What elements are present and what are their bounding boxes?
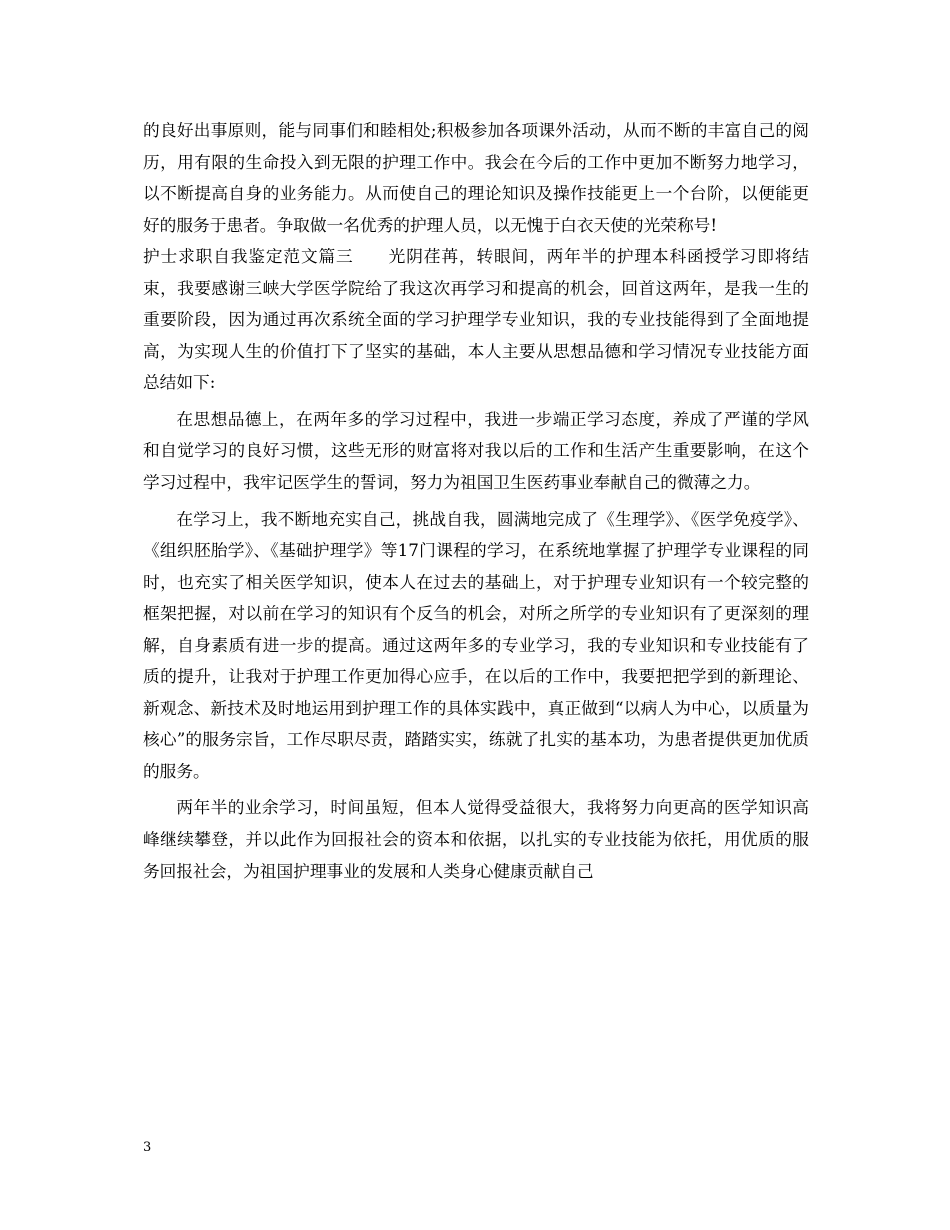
paragraph-continued-conclusion: 的良好出事原则，能与同事们和睦相处;积极参加各项课外活动，从而不断的丰富自己的阅历，用有限的生命投入到无限的护理工作中。我会在今后的工作中更加不断努力地学习，以不断提高自身的业务能力。从而使自己的理论知识及操作技能更上一个台阶，以便能更好的服务于患者。争取做一名优秀的护理人员，以无愧于白衣天使的光荣称号! bbox=[143, 120, 809, 235]
paragraph-essay-three-intro: 护士求职自我鉴定范文篇三 光阴荏苒，转眼间，两年半的护理本科函授学习即将结束，我要感谢三峡大学医学院给了我这次再学习和提高的机会，回首这两年，是我一生的重要阶段，因为通过再次系统全面的学习护理学专业知识，我的专业技能得到了全面地提高，为实现人生的价值打下了坚实的基础，本人主要从思想品德和学习情况专业技能方面总结如下: bbox=[143, 246, 809, 393]
document-body bbox=[143, 115, 809, 887]
paragraph-moral-character: 在思想品德上，在两年多的学习过程中，我进一步端正学习态度，养成了严谨的学风和自觉学习的良好习惯，这些无形的财富将对我以后的工作和生活产生重要影响，在这个学习过程中，我牢记医学生的誓词，努力为祖国卫生医药事业奉献自己的微薄之力。 bbox=[143, 408, 809, 493]
paragraph-study: 在学习上，我不断地充实自己，挑战自我，圆满地完成了《生理学》、《医学免疫学》、《组织胚胎学》、《基础护理学》等17门课程的学习，在系统地掌握了护理学专业课程的同时，也充实了相关医学知识，使本人在过去的基础上，对于护理专业知识有一个较完整的框架把握，对以前在学习的知识有个反刍的机会，对所之所学的专业知识有了更深刻的理解，自身素质有进一步的提高。通过这两年多的专业学习，我的专业知识和专业技能有了质的提升，让我对于护理工作更加得心应手，在以后的工作中，我要把把学到的新理论、新观念、新技术及时地运用到护理工作的具体实践中，真正做到“以病人为中心，以质量为核心”的服务宗旨，工作尽职尽责，踏踏实实，练就了扎实的基本功，为患者提供更加优质的服务。 bbox=[143, 508, 809, 781]
page-number: 3 bbox=[143, 1140, 152, 1155]
paragraph-summary: 两年半的业余学习，时间虽短，但本人觉得受益很大，我将努力向更高的医学知识高峰继续攀登，并以此作为回报社会的资本和依据，以扎实的专业技能为依托，用优质的服务回报社会，为祖国护理事业的发展和人类身心健康贡献自己 bbox=[143, 797, 809, 881]
